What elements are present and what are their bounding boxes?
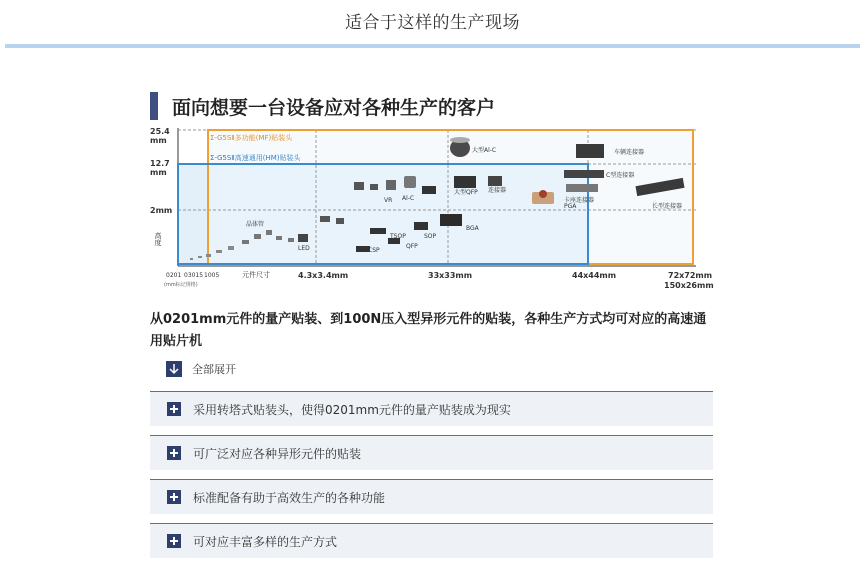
top-title: 适合于这样的生产现场 (345, 13, 520, 33)
comp-led (298, 234, 308, 242)
x-label-0201: 0201 (166, 272, 182, 279)
comp-car-connector (576, 144, 604, 158)
description: 从0201mm元件的量产贴装、到100N压入型异形元件的贴装，各种生产方式均可对应的高速通用贴片机 (150, 312, 707, 349)
y-label-127: 12.7 (150, 159, 170, 168)
comp-alc-small (404, 176, 416, 188)
comp-c-connector (564, 170, 604, 178)
comp-chip-b (370, 184, 378, 190)
comp-small-ic-2 (336, 218, 344, 224)
label-c-connector: C型连接器 (606, 172, 635, 179)
y-axis-title: 高度 (154, 232, 162, 246)
y-label-254-unit: mm (150, 136, 167, 145)
x-label-03015: 03015 (184, 272, 204, 279)
comp-big-alc-top (450, 137, 470, 143)
comp-card-connector (566, 184, 598, 192)
comp-alc-flat (422, 186, 436, 194)
y-label-127-unit: mm (150, 168, 167, 177)
comp-bga (440, 214, 462, 226)
comp-small-ic (320, 216, 330, 222)
label-bga: BGA (466, 225, 479, 232)
x-label-note: (mm标记规格) (164, 282, 198, 288)
comp-connector (488, 176, 502, 186)
label-big-qfp: 大型QFP (454, 189, 478, 196)
x-label-72: 72x72mm (668, 271, 713, 280)
chart-svg (148, 126, 716, 292)
plus-icon (167, 446, 181, 460)
accordion-item-turret-head[interactable] (150, 391, 713, 426)
comp-big-qfp (454, 176, 476, 188)
expand-all-label: 全部展开 (192, 363, 236, 376)
plus-icon (167, 402, 181, 416)
plus-icon (167, 490, 181, 504)
comp-vr (386, 180, 396, 190)
comp-tsop (370, 228, 386, 234)
x-label-150: 150x26mm (664, 281, 714, 290)
legend-mf: Σ-G5SⅡ多功能(MF)贴装头 (210, 134, 293, 142)
x-label-33: 33x33mm (428, 271, 473, 280)
section-heading (150, 92, 495, 120)
y-label-254: 25.4 (150, 127, 170, 136)
label-car-connector: 车辆连接器 (614, 149, 645, 156)
accordion-label: 标准配备有助于高效生产的各种功能 (193, 490, 386, 505)
label-qfp: QFP (406, 243, 418, 250)
accordion-label: 采用转塔式贴装头，使得0201mm元件的量产贴装成为现实 (193, 402, 511, 417)
accordion-item-standard-features[interactable] (150, 479, 713, 514)
component-range-chart (148, 126, 716, 292)
label-tsop: TSOP (390, 233, 406, 240)
label-big-alc: 大型Al-C (472, 147, 497, 154)
x-axis-title: 元件尺寸 (242, 271, 270, 279)
heading-accent-bar (150, 92, 158, 120)
section-heading-text: 面向想要一台设备应对各种生产的客户 (172, 96, 496, 119)
x-label-44: 44x44mm (572, 271, 617, 280)
label-card-connector: 卡座连接器 (564, 197, 595, 204)
label-csp: CSP (368, 247, 380, 254)
comp-pga-top (539, 190, 547, 198)
accordion-item-odd-form[interactable] (150, 435, 713, 470)
label-led: LED (298, 245, 310, 252)
comp-sop (414, 222, 428, 230)
legend-hm: Σ-G5SⅡ高速通用(HM)贴装头 (210, 154, 301, 162)
x-label-1005: 1005 (204, 272, 220, 279)
title-divider (5, 44, 860, 48)
plus-icon (167, 534, 181, 548)
label-alc: Al-C (402, 195, 415, 202)
label-long-connector: 长型连接器 (652, 203, 683, 210)
arrow-down-icon (166, 361, 182, 377)
accordion-label: 可广泛对应各种异形元件的贴装 (193, 446, 362, 461)
comp-chip-a (354, 182, 364, 190)
label-pga: PGA (564, 203, 577, 210)
y-label-2mm: 2mm (150, 206, 173, 215)
label-connector: 连接器 (488, 187, 507, 194)
label-sop: SOP (424, 233, 437, 240)
x-label-43: 4.3x3.4mm (298, 271, 349, 280)
label-vr: VR (384, 197, 393, 204)
accordion-label: 可对应丰富多样的生产方式 (193, 534, 338, 549)
accordion-item-production-modes[interactable] (150, 523, 713, 558)
expand-all-button[interactable] (166, 360, 236, 378)
label-tantalum: 晶体管 (246, 221, 265, 228)
